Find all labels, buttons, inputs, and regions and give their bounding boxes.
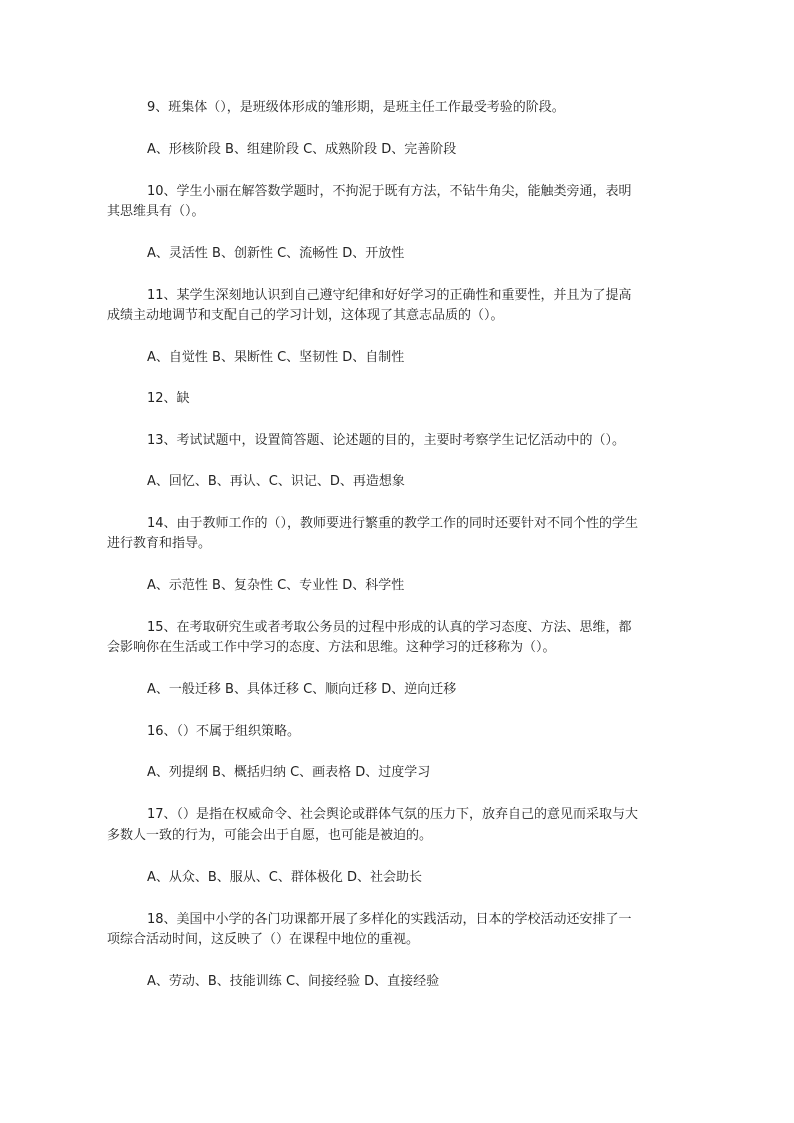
question-18-text-line-1: 18、美国中小学的各门功课都开展了多样化的实践活动，日本的学校活动还安排了一	[147, 912, 632, 927]
question-17-options: A、从众、B、服从、C、群体极化 D、社会助长	[147, 870, 423, 885]
question-14-options: A、示范性 B、复杂性 C、专业性 D、科学性	[147, 578, 405, 593]
question-18-text-line-2: 项综合活动时间，这反映了（）在课程中地位的重视。	[107, 932, 420, 947]
question-15-text-line-2: 会影响你在生活或工作中学习的态度、方法和思维。这种学习的迁移称为（）。	[107, 640, 556, 655]
question-9-text: 9、班集体（），是班级体形成的雏形期，是班主任工作最受考验的阶段。	[147, 100, 565, 115]
question-17-text-line-2: 多数人一致的行为，可能会出于自愿，也可能是被迫的。	[107, 828, 433, 843]
question-16-options: A、列提纲 B、概括归纳 C、画表格 D、过度学习	[147, 765, 431, 780]
question-15-text-line-1: 15、在考取研究生或者考取公务员的过程中形成的认真的学习态度、方法、思维，都	[147, 620, 632, 635]
question-10-text-line-2: 其思维具有（）。	[107, 204, 205, 219]
question-12-text: 12、缺	[147, 391, 190, 406]
question-13-text: 13、考试试题中，设置简答题、论述题的目的，主要时考察学生记忆活动中的（）。	[147, 433, 626, 448]
question-11-text-line-2: 成绩主动地调节和支配自己的学习计划，这体现了其意志品质的（）。	[107, 308, 504, 323]
question-11-options: A、自觉性 B、果断性 C、坚韧性 D、自制性	[147, 350, 405, 365]
question-10-options: A、灵活性 B、创新性 C、流畅性 D、开放性	[147, 246, 405, 261]
question-14-text-line-1: 14、由于教师工作的（），教师要进行繁重的教学工作的同时还要针对不同个性的学生	[147, 516, 639, 531]
question-9-options: A、形核阶段 B、组建阶段 C、成熟阶段 D、完善阶段	[147, 142, 457, 157]
question-10-text-line-1: 10、学生小丽在解答数学题时，不拘泥于既有方法，不钻牛角尖，能触类旁通，表明	[147, 184, 632, 199]
question-14-text-line-2: 进行教育和指导。	[107, 536, 212, 551]
question-17-text-line-1: 17、（）是指在权威命令、社会舆论或群体气氛的压力下，放弃自己的意见而采取与大	[147, 807, 639, 822]
question-16-text: 16、（）不属于组织策略。	[147, 724, 301, 739]
question-11-text-line-1: 11、某学生深刻地认识到自己遵守纪律和好好学习的正确性和重要性，并且为了提高	[147, 288, 632, 303]
question-18-options: A、劳动、B、技能训练 C、间接经验 D、直接经验	[147, 974, 440, 989]
question-15-options: A、一般迁移 B、具体迁移 C、顺向迁移 D、逆向迁移	[147, 682, 457, 697]
question-13-options: A、回忆、B、再认、C、识记、D、再造想象	[147, 474, 405, 489]
